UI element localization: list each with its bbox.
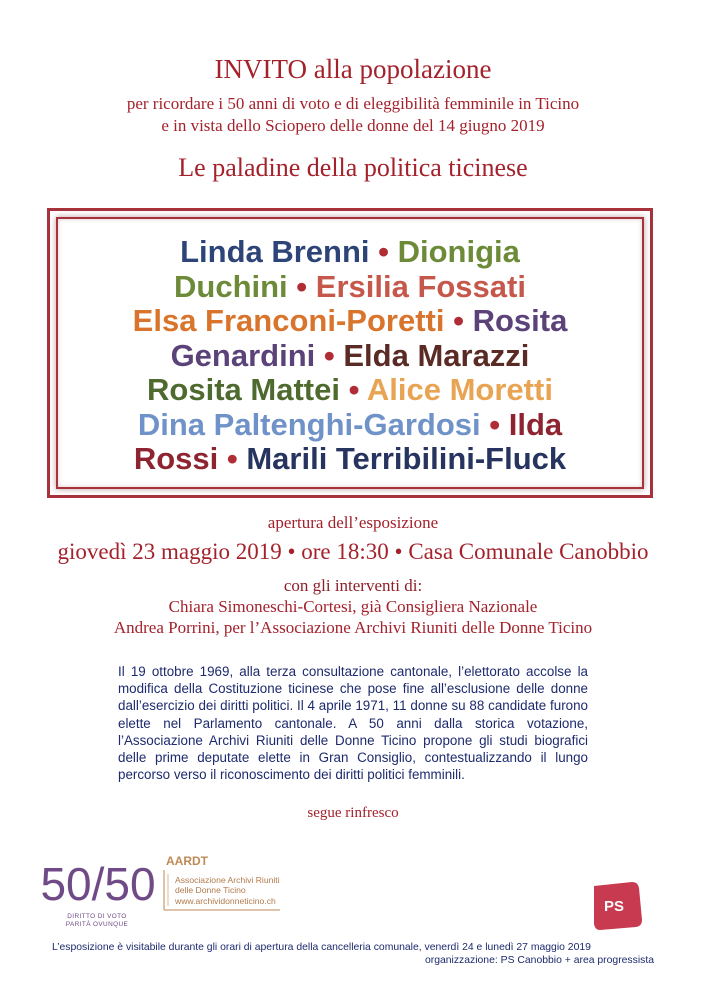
ps-logo-text: PS	[603, 898, 624, 915]
names-line	[50, 408, 650, 443]
politician-name: Alice Moretti	[366, 372, 553, 407]
speakers-intro: con gli interventi di:	[283, 576, 423, 595]
names-line	[50, 235, 650, 270]
name-separator: •	[287, 268, 316, 304]
event-date-time-place: giovedì 23 maggio 2019 • ore 18:30 • Casa Comunale Canobbio	[57, 539, 649, 564]
speaker-1: Chiara Simoneschi-Cortesi, già Consigliera Nazionale	[168, 597, 538, 616]
name-separator: •	[339, 372, 367, 407]
politician-name: Ilda	[508, 406, 563, 442]
name-separator: •	[444, 303, 473, 338]
aardt-name-line-1: Associazione Archivi Riuniti	[175, 875, 280, 885]
name-separator: •	[218, 441, 247, 476]
politician-name: Rossi	[133, 441, 219, 476]
fifty-fifty-caption-2: PARITÀ OVUNQUE	[65, 921, 129, 928]
politician-name: Ersilia Fossati	[315, 268, 526, 304]
invitation-title: INVITO alla popolazione	[214, 54, 492, 84]
politician-name: Dina Paltenghi-Gardosi	[137, 406, 481, 442]
names-line	[50, 339, 650, 374]
politician-name: Genardini	[170, 337, 316, 373]
names-line	[50, 304, 650, 339]
fifty-fifty-caption	[42, 913, 152, 929]
refreshments-note: segue rinfresco	[307, 805, 399, 821]
names-list	[50, 235, 650, 477]
aardt-title: AARDT	[166, 854, 208, 868]
speaker-2: Andrea Porrini, per l’Associazione Archivi Riuniti delle Donne Ticino	[113, 618, 593, 637]
aardt-website: www.archividonneticino.ch	[175, 896, 276, 906]
name-separator: •	[480, 406, 509, 442]
politician-name: Marili Terribilini-Fluck	[246, 441, 567, 476]
exhibition-hours-note: L’esposizione è visitabile durante gli orari di apertura della cancelleria comunale, venerdì 24 e lunedì 27 maggio 2019	[52, 942, 591, 953]
name-separator: •	[369, 234, 398, 269]
names-frame	[47, 208, 653, 498]
subtitle-line-2: e in vista dello Sciopero delle donne del 14 giugno 2019	[161, 116, 545, 135]
aardt-name-line-2: delle Donne Ticino	[175, 885, 246, 895]
fifty-fifty-caption-1: DIRITTO DI VOTO	[67, 913, 127, 920]
history-paragraph: Il 19 ottobre 1969, alla terza consultazione cantonale, l’elettorato accolse la modifica della Costituzione ticinese che pose fine all’esclusione delle donne dall’esercizio dei diritti politici. Il 4 aprile 1971, 11 donne su 88 candidate furono elette nel Parlamento cantonale. A 50 anni dalla storica votazione, l’Associazione Archivi Riuniti delle Donne Ticino propone gli studi biografici delle prime deputate elette in Gran Consiglio, contestualizzando il lungo percorso verso il riconoscimento dei diritti politici femminili.	[118, 664, 588, 783]
politician-name: Elsa Franconi-Poretti	[132, 303, 445, 338]
fifty-fifty-mark: 50/50	[40, 858, 156, 910]
exhibition-opening-label: apertura dell’esposizione	[267, 513, 439, 532]
politician-name: Rosita Mattei	[147, 372, 340, 407]
politician-name: Elda Marazzi	[343, 337, 530, 373]
politician-name: Duchini	[174, 268, 288, 304]
subtitle-line-1: per ricordare i 50 anni di voto e di eleggibilità femminile in Ticino	[126, 94, 580, 113]
names-line	[50, 442, 650, 477]
politician-name: Rosita	[472, 303, 568, 338]
name-separator: •	[315, 337, 344, 373]
politician-name: Linda Brenni	[180, 234, 370, 269]
section-heading: Le paladine della politica ticinese	[178, 153, 528, 182]
organizer-note: organizzazione: PS Canobbio + area progressista	[424, 955, 654, 966]
politician-name: Dionigia	[397, 234, 520, 269]
names-line	[50, 270, 650, 305]
names-line	[50, 373, 650, 408]
